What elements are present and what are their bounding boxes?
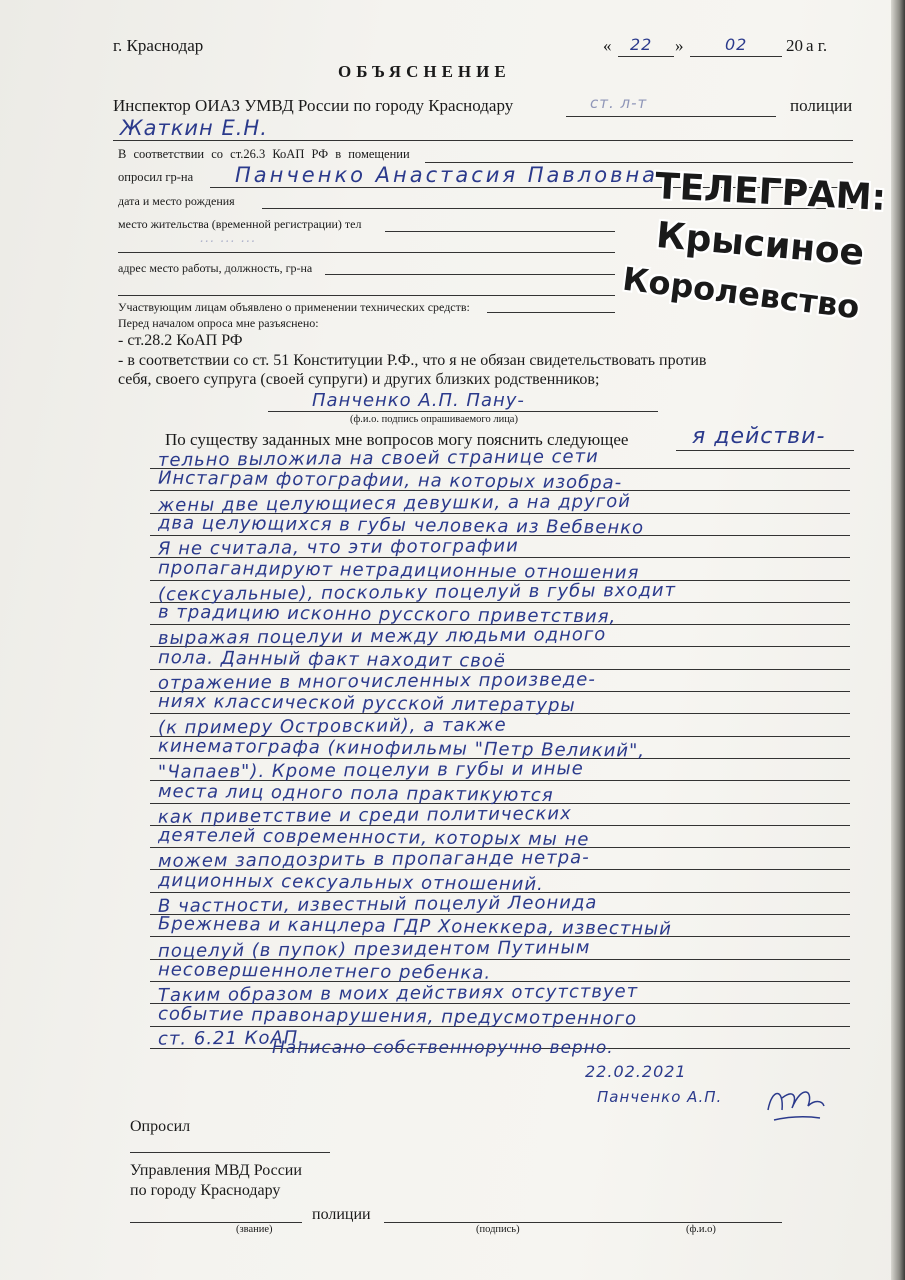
article-51-line-1: - в соответствии со ст. 51 Конституции Р.Ф., что я не обязан свидетельствовать против [118, 352, 707, 369]
statement-line: диционных сексуальных отношений. [157, 869, 544, 895]
statement-line: отражение в многочисленных произведе- [157, 669, 596, 694]
statement-line: поцелуй (в пупок) президентом Путиным [157, 936, 591, 962]
questioned-by-label: Опросил [130, 1118, 191, 1135]
statement-line: Я не считала, что эти фотографии [157, 535, 519, 560]
statement-line: ст. 6.21 КоАП. [157, 1027, 306, 1050]
birth-label: дата и место рождения [118, 194, 235, 208]
residence-hw-faded: ... ... ... [200, 231, 257, 246]
statement-line: выражая поцелуи и между людьми одного [157, 624, 607, 650]
statement-line: Брежнева и канцлера ГДР Хонеккера, известный [157, 913, 673, 940]
statement-line: можем заподозрить в пропаганде нетра- [157, 847, 590, 873]
closing-date-hw: 22.02.2021 [585, 1062, 687, 1081]
dept-line-1: Управления МВД России [130, 1162, 302, 1179]
footer-police-label: полиции [312, 1206, 371, 1223]
article-28-2: - ст.28.2 КоАП РФ [118, 332, 243, 349]
statement-line: (сексуальные), поскольку поцелуй в губы входит [157, 579, 677, 606]
statement-line: два целующихся в губы человека из Вебвенко [157, 512, 645, 539]
signature-hw: Панченко А.П. Пану- [312, 390, 525, 411]
date-year-prefix: 20 [786, 36, 803, 55]
inspector-label: Инспектор ОИАЗ УМВД России по городу Краснодару [113, 96, 514, 115]
statement-line: Таким образом в моих действиях отсутствует [157, 981, 639, 1007]
statement-line: (к примеру Островский), а также [157, 714, 507, 739]
date-quote-open: « [603, 36, 612, 55]
statement-line: несовершеннолетнего ребенка. [157, 959, 492, 984]
explanation-first-line [676, 450, 854, 451]
work-line [325, 274, 615, 275]
statement-line: Инстаграм фотографии, на которых изобра- [157, 467, 623, 494]
explanation-intro: По существу заданных мне вопросов могу пояснить следующее [165, 430, 629, 449]
statement-line: пола. Данный факт находит своё [157, 646, 507, 672]
residence-line-2 [118, 252, 615, 253]
residence-label: место жительства (временной регистрации) тел [118, 217, 362, 231]
questioned-label: опросил гр-на [118, 170, 194, 184]
watermark-line-1: ТЕЛЕГРАМ: [654, 165, 887, 220]
residence-line [385, 231, 615, 232]
statement-line: тельно выложила на своей странице сети [157, 446, 599, 471]
closing-signature-scribble [762, 1080, 832, 1130]
date-year-suffix: а г. [806, 36, 828, 55]
tech-line [487, 312, 615, 313]
explained-label: Перед началом опроса мне разъяснено: [118, 316, 319, 330]
written-by-hand-hw: Написано собственноручно верно. [272, 1038, 614, 1058]
statement-line: в традицию исконно русского приветствия, [157, 601, 617, 628]
statement-line: пропагандируют нетрадиционные отношения [157, 556, 640, 584]
inspector-rank-line [566, 116, 776, 117]
statement-line: кинематографа (кинофильмы "Петр Великий", [157, 735, 646, 762]
statement-line: событие правонарушения, предусмотренного [157, 1002, 638, 1030]
statement-line: места лиц одного пола практикуются [157, 780, 554, 806]
statement-line: деятелей современности, которых мы не [157, 824, 590, 851]
caption-rank: (звание) [236, 1224, 273, 1235]
date-day-line [618, 56, 674, 57]
closing-name-hw: Панченко А.П. [597, 1088, 723, 1106]
signature-line [268, 411, 658, 412]
caption-name: (ф.и.о) [686, 1224, 716, 1235]
footer-blank-line [130, 1152, 330, 1153]
city-label: г. Краснодар [113, 36, 204, 55]
statement-line: ниях классической русской литературы [157, 691, 576, 717]
signature-caption: (ф.и.о. подпись опрашиваемого лица) [350, 414, 518, 425]
inspector-name-line [113, 140, 853, 141]
article-51-line-2: себя, своего супруга (своей супруги) и других близких родственников; [118, 371, 600, 388]
watermark-line-2: Крысиное [654, 214, 866, 275]
statement-line: как приветствие и среди политических [157, 802, 572, 828]
dept-line-2: по городу Краснодару [130, 1182, 281, 1199]
police-label: полиции [790, 96, 853, 115]
date-month-line [690, 56, 782, 57]
inspector-rank-hw: ст. л-т [590, 94, 648, 112]
date-day-hw: 22 [630, 35, 653, 54]
document-title: ОБЪЯСНЕНИЕ [338, 62, 511, 81]
date-quote-close: » [675, 36, 684, 55]
statement-line: "Чапаев"). Кроме поцелуи в губы и иные [157, 758, 584, 784]
footer-sign-name-line [384, 1222, 782, 1223]
tech-label: Участвующим лицам объявлено о применении технических средств: [118, 300, 470, 314]
work-line-2 [118, 295, 615, 296]
work-label: адрес место работы, должность, гр-на [118, 261, 313, 275]
rank-line [130, 1222, 302, 1223]
explanation-first-hw: я действи- [692, 424, 826, 449]
accordance-label: В соответствии со ст.26.3 КоАП РФ в помещении [118, 147, 410, 161]
caption-sign: (подпись) [476, 1224, 520, 1235]
questioned-name-hw: Панченко Анастасия Павловна [235, 163, 659, 187]
statement-line: В частности, известный поцелуй Леонида [157, 892, 598, 917]
date-month-hw: 02 [725, 35, 748, 54]
watermark-line-3: Королевство [620, 259, 862, 327]
statement-line: жены две целующиеся девушки, а на другой [157, 490, 631, 516]
inspector-name-hw: Жаткин Е.Н. [120, 116, 268, 140]
page-edge-shadow [891, 0, 905, 1280]
